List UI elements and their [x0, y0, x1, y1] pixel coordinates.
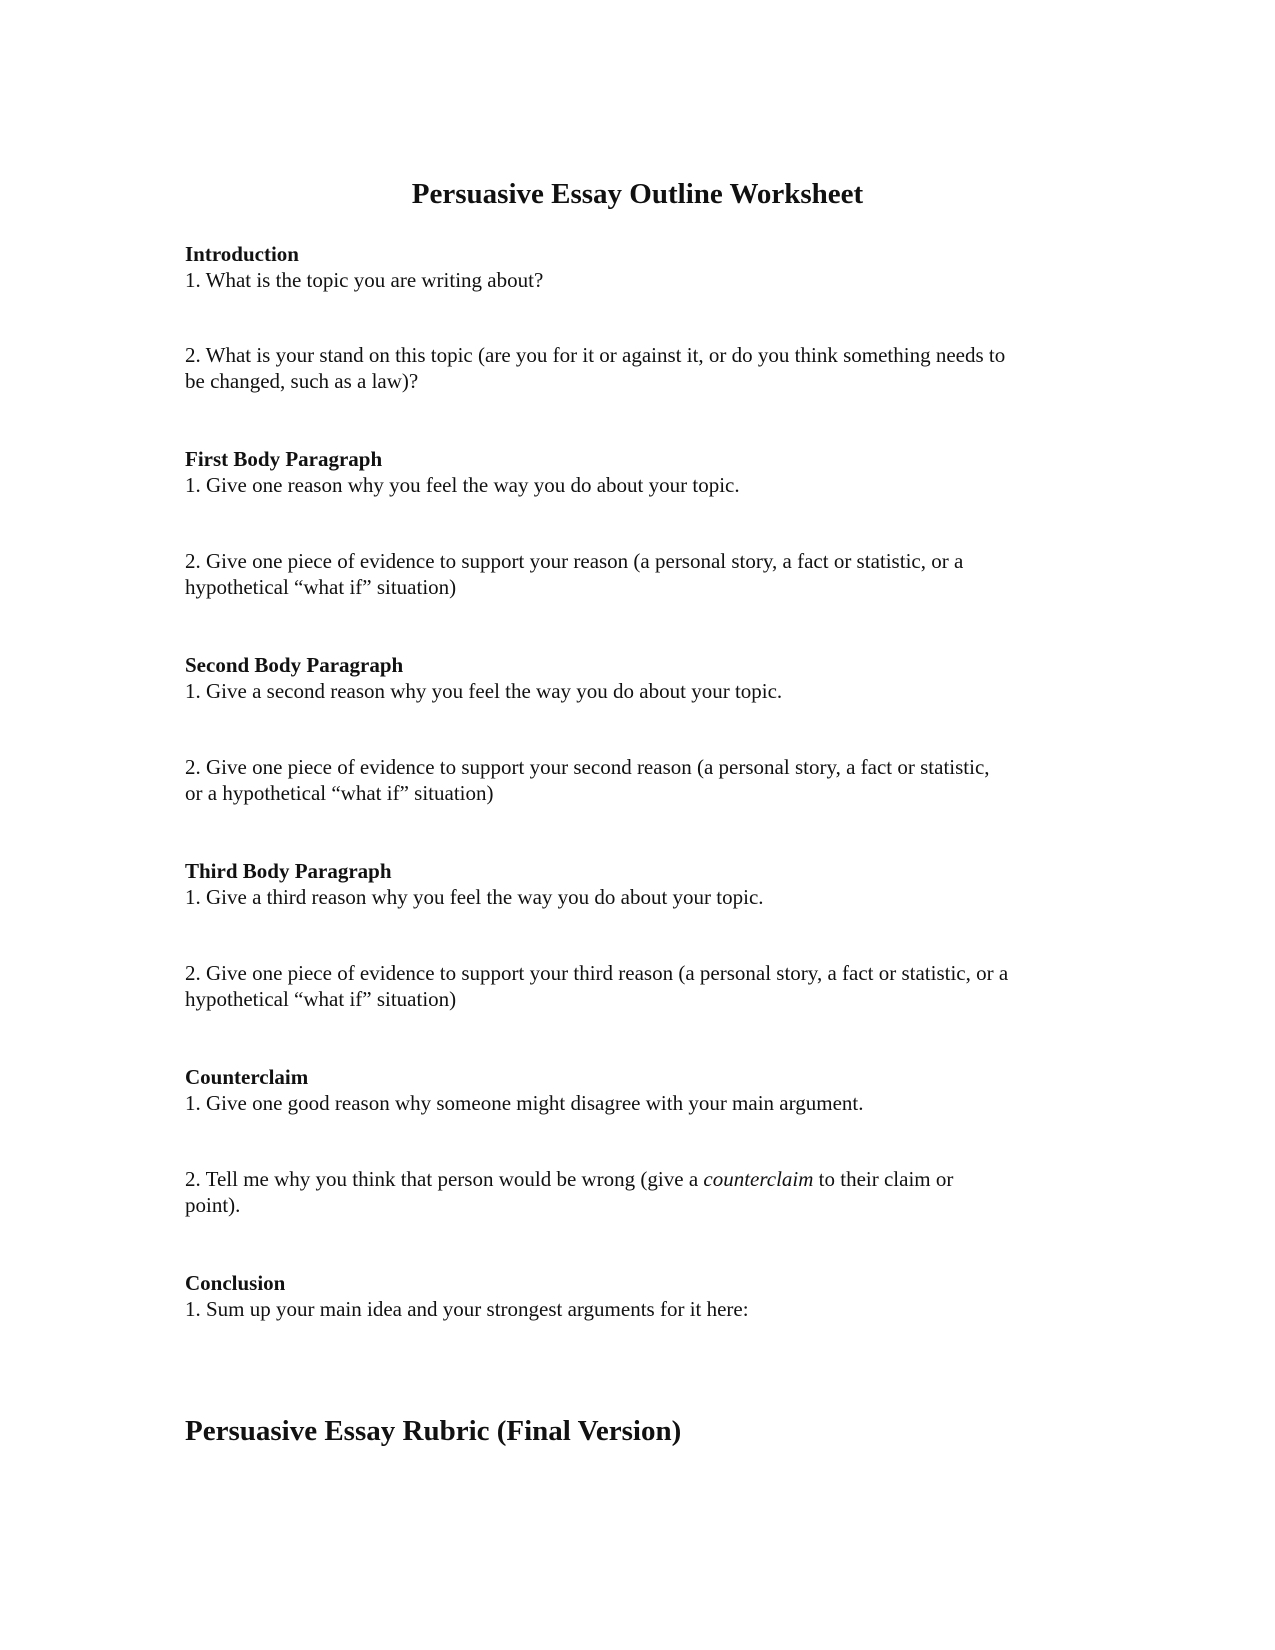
question-1: 1. Give one reason why you feel the way you do about your topic. — [185, 473, 740, 497]
section-heading: Conclusion — [185, 1271, 286, 1295]
question-1: 1. Give a third reason why you feel the way you do about your topic. — [185, 885, 764, 909]
question-2-line-1 — [185, 1166, 1085, 1192]
question-2-line-2: hypothetical “what if” situation) — [185, 575, 457, 599]
question-1: 1. Give a second reason why you feel the way you do about your topic. — [185, 679, 783, 703]
question-2-line-1: 2. Give one piece of evidence to support your second reason (a personal story, a fact or statistic, — [185, 755, 990, 779]
question-2-line-2: point). — [185, 1193, 241, 1217]
question-2-line-1: 2. What is your stand on this topic (are you for it or against it, or do you think something needs to — [185, 343, 1006, 367]
question-2-text-after: to their claim or — [813, 1167, 954, 1191]
section-introduction-q2 — [185, 342, 1085, 394]
question-2-line-2: or a hypothetical “what if” situation) — [185, 781, 494, 805]
section-heading: Third Body Paragraph — [185, 859, 392, 883]
section-third-body — [185, 858, 1085, 910]
page-title: Persuasive Essay Outline Worksheet — [411, 178, 864, 210]
question-2-line-1: 2. Give one piece of evidence to support your reason (a personal story, a fact or statistic, or a — [185, 549, 964, 573]
section-heading: Counterclaim — [185, 1065, 309, 1089]
question-2-line-2: hypothetical “what if” situation) — [185, 987, 457, 1011]
question-2-text-before: 2. Tell me why you think that person would be wrong (give a — [185, 1167, 704, 1191]
section-heading: Introduction — [185, 242, 299, 266]
section-second-body — [185, 652, 1085, 704]
question-2-emphasis: counterclaim — [703, 1167, 814, 1191]
section-conclusion — [185, 1270, 1085, 1322]
section-first-body-q2 — [185, 548, 1085, 600]
section-third-body-q2 — [185, 960, 1085, 1012]
section-introduction — [185, 241, 1085, 293]
section-heading: Second Body Paragraph — [185, 653, 404, 677]
section-second-body-q2 — [185, 754, 1085, 806]
section-heading: First Body Paragraph — [185, 447, 383, 471]
section-first-body — [185, 446, 1085, 498]
section-counterclaim-q2 — [185, 1166, 1085, 1218]
question-1: 1. Give one good reason why someone might disagree with your main argument. — [185, 1091, 864, 1115]
question-2-line-1: 2. Give one piece of evidence to support your third reason (a personal story, a fact or statistic, or a — [185, 961, 1009, 985]
question-1: 1. Sum up your main idea and your strongest arguments for it here: — [185, 1297, 749, 1321]
rubric-title: Persuasive Essay Rubric (Final Version) — [185, 1415, 682, 1447]
section-counterclaim — [185, 1064, 1085, 1116]
question-1: 1. What is the topic you are writing about? — [185, 268, 544, 292]
question-2-line-2: be changed, such as a law)? — [185, 369, 419, 393]
